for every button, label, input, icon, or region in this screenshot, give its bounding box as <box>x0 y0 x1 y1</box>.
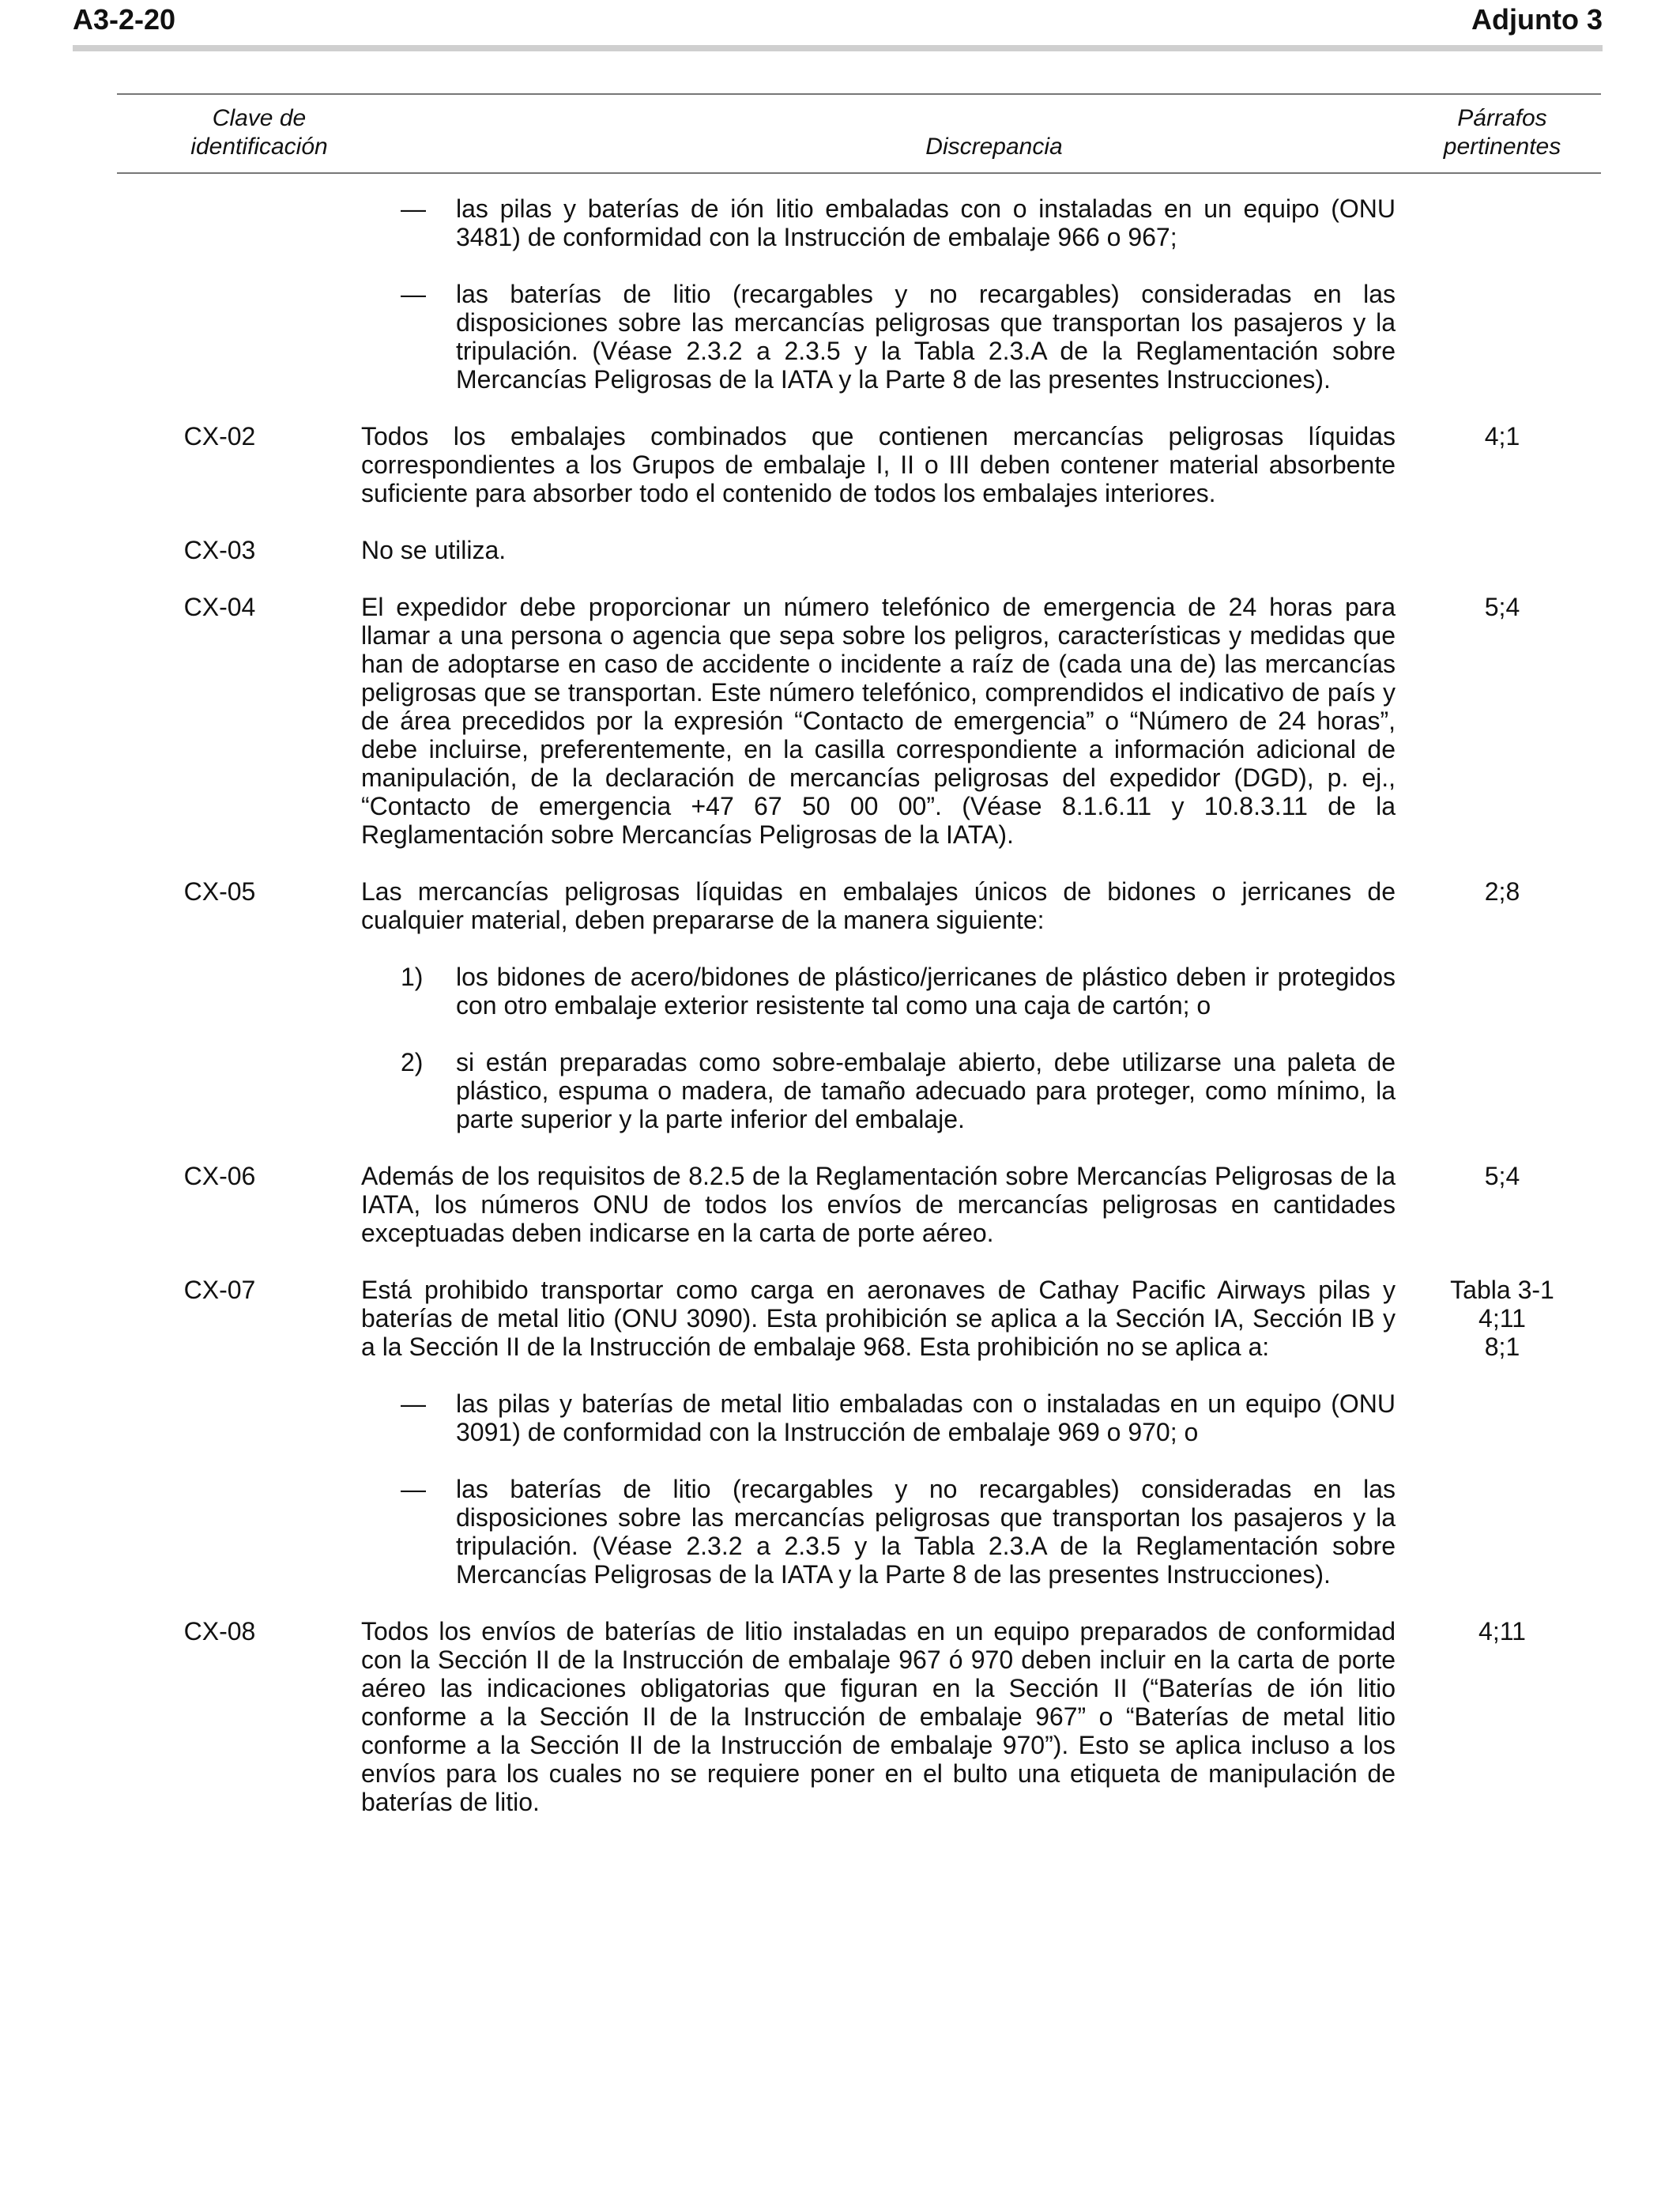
column-header-references <box>1403 104 1601 161</box>
reference-value: 8;1 <box>1484 1333 1520 1361</box>
list-item <box>361 1048 1396 1133</box>
list-item-text: las baterías de litio (recargables y no recargables) consideradas en las disposiciones sobre las mercancías peligrosas que transportan los pasajeros y la tripulación. (Véase 2.3.2 a 2.3.5 y la Tabla 2.3.A de la Reglamentación sobre Mercancías Peligrosas de la IATA y la Parte 8 de las presentes Instrucciones). <box>456 280 1396 394</box>
entry-references <box>1403 1162 1601 1190</box>
entry-discrepancy <box>361 877 1396 1133</box>
column-header-ref-line2: pertinentes <box>1443 134 1561 160</box>
entry-id: CX-03 <box>183 536 256 564</box>
item-list <box>361 963 1396 1133</box>
column-header-key <box>172 104 346 161</box>
discrepancy-text: Todos los envíos de baterías de litio instaladas en un equipo preparados de conformidad con la Sección II de la Instrucción de embalaje 967 ó 970 deben incluir en la carta de porte aéreo las indicaciones obligatorias que figuran en la Sección II (“Baterías de ión litio conforme a la Sección II de la Instrucción de embalaje 967” o “Baterías de metal litio conforme a la Sección II de la Instrucción de embalaje 970”). Esto se aplica incluso a los envíos para los cuales no se requiere poner en el bulto una etiqueta de manipulación de baterías de litio. <box>361 1617 1396 1816</box>
reference-value: 4;11 <box>1478 1304 1526 1333</box>
column-header-key-line1: Clave de <box>212 105 307 131</box>
entry-discrepancy <box>361 1276 1396 1589</box>
entry-id: CX-02 <box>183 422 256 450</box>
entry-discrepancy <box>361 422 1396 507</box>
item-list <box>361 194 1396 394</box>
discrepancy-text: Además de los requisitos de 8.2.5 de la Reglamentación sobre Mercancías Peligrosas de la IATA, los números ONU de todos los envíos de mercancías peligrosas en cantidades exceptuadas deben indicarse en la carta de porte aéreo. <box>361 1162 1396 1247</box>
discrepancy-text: Las mercancías peligrosas líquidas en embalajes únicos de bidones o jerricanes de cualquier material, deben prepararse de la manera siguiente: <box>361 877 1396 934</box>
list-item <box>361 963 1396 1020</box>
table-row <box>117 1162 1601 1247</box>
entry-discrepancy <box>361 536 1396 564</box>
list-item <box>361 194 1396 251</box>
table-row <box>117 536 1601 564</box>
entry-id: CX-08 <box>183 1617 256 1646</box>
column-header-discrepancy: Discrepancia <box>925 134 1063 160</box>
list-item-marker: 1) <box>401 963 424 991</box>
table-body <box>117 174 1601 1816</box>
attachment-label: Adjunto 3 <box>1471 3 1603 36</box>
entry-references <box>1403 877 1601 906</box>
entry-discrepancy <box>361 194 1396 394</box>
list-item-text: las pilas y baterías de ión litio embaladas con o instaladas en un equipo (ONU 3481) de conformidad con la Instrucción de embalaje 966 o 967; <box>456 194 1396 251</box>
table-row <box>117 1617 1601 1816</box>
page-number: A3-2-20 <box>73 3 176 36</box>
entry-references <box>1403 1276 1601 1361</box>
list-item-marker: — <box>401 280 426 308</box>
discrepancy-text: El expedidor debe proporcionar un número telefónico de emergencia de 24 horas para llamar a una persona o agencia que sepa sobre los peligros, características y medidas que han de adoptarse en caso de accidente o incidente a raíz de (cada una de) las mercancías peligrosas que se transportan. Este número telefónico, comprendidos el indicativo de país y de área precedidos por la expresión “Contacto de emergencia” o “Número de 24 horas”, debe incluirse, preferentemente, en la casilla correspondiente a información adicional de manipulación, de la declaración de mercancías peligrosas del expedidor (DGD), p. ej., “Contacto de emergencia +47 67 50 00 00”. (Véase 8.1.6.11 y 10.8.3.11 de la Reglamentación sobre Mercancías Peligrosas de la IATA). <box>361 593 1396 849</box>
discrepancy-text: No se utiliza. <box>361 536 507 564</box>
table-row <box>117 877 1601 1133</box>
list-item-text: los bidones de acero/bidones de plástico/jerricanes de plástico deben ir protegidos con otro embalaje exterior resistente tal como una caja de cartón; o <box>456 963 1396 1020</box>
list-item-text: si están preparadas como sobre-embalaje abierto, debe utilizarse una paleta de plástico, espuma o madera, de tamaño adecuado para proteger, como mínimo, la parte superior y la parte inferior del embalaje. <box>456 1048 1396 1133</box>
column-header-ref-line1: Párrafos <box>1457 105 1547 131</box>
column-header-key-line2: identificación <box>190 134 328 160</box>
reference-value: 2;8 <box>1484 877 1520 906</box>
discrepancy-text: Todos los embalajes combinados que contienen mercancías peligrosas líquidas correspondientes a los Grupos de embalaje I, II o III deben contener material absorbente suficiente para absorber todo el contenido de todos los embalajes interiores. <box>361 422 1396 507</box>
table-row <box>117 194 1601 394</box>
list-item-marker: — <box>401 194 426 223</box>
header-divider <box>73 45 1603 51</box>
list-item-marker: 2) <box>401 1048 424 1076</box>
entry-id: CX-05 <box>183 877 256 906</box>
list-item-marker: — <box>401 1389 426 1418</box>
list-item <box>361 1389 1396 1446</box>
list-item-marker: — <box>401 1475 426 1503</box>
entry-id: CX-04 <box>183 593 256 621</box>
entry-discrepancy <box>361 1162 1396 1247</box>
list-item-text: las pilas y baterías de metal litio embaladas con o instaladas en un equipo (ONU 3091) de conformidad con la Instrucción de embalaje 969 o 970; o <box>456 1389 1396 1446</box>
table-row <box>117 1276 1601 1589</box>
reference-value: 5;4 <box>1484 593 1520 621</box>
reference-value: 4;1 <box>1484 422 1520 450</box>
page-header <box>73 3 1603 40</box>
entry-references <box>1403 1617 1601 1646</box>
item-list <box>361 1389 1396 1589</box>
entry-discrepancy <box>361 1617 1396 1816</box>
discrepancy-table <box>117 93 1601 1845</box>
list-item <box>361 280 1396 394</box>
table-row <box>117 593 1601 849</box>
list-item <box>361 1475 1396 1589</box>
reference-value: 5;4 <box>1484 1162 1520 1190</box>
table-header <box>117 93 1601 174</box>
list-item-text: las baterías de litio (recargables y no recargables) consideradas en las disposiciones sobre las mercancías peligrosas que transportan los pasajeros y la tripulación. (Véase 2.3.2 a 2.3.5 y la Tabla 2.3.A de la Reglamentación sobre Mercancías Peligrosas de la IATA y la Parte 8 de las presentes Instrucciones). <box>456 1475 1396 1589</box>
table-row <box>117 422 1601 507</box>
entry-id: CX-07 <box>183 1276 256 1304</box>
reference-value: Tabla 3-1 <box>1450 1276 1554 1304</box>
entry-discrepancy <box>361 593 1396 849</box>
reference-value: 4;11 <box>1478 1617 1526 1646</box>
entry-references <box>1403 422 1601 450</box>
entry-references <box>1403 593 1601 621</box>
entry-id: CX-06 <box>183 1162 256 1190</box>
discrepancy-text: Está prohibido transportar como carga en aeronaves de Cathay Pacific Airways pilas y baterías de metal litio (ONU 3090). Esta prohibición se aplica a la Sección IA, Sección IB y a la Sección II de la Instrucción de embalaje 968. Esta prohibición no se aplica a: <box>361 1276 1396 1361</box>
